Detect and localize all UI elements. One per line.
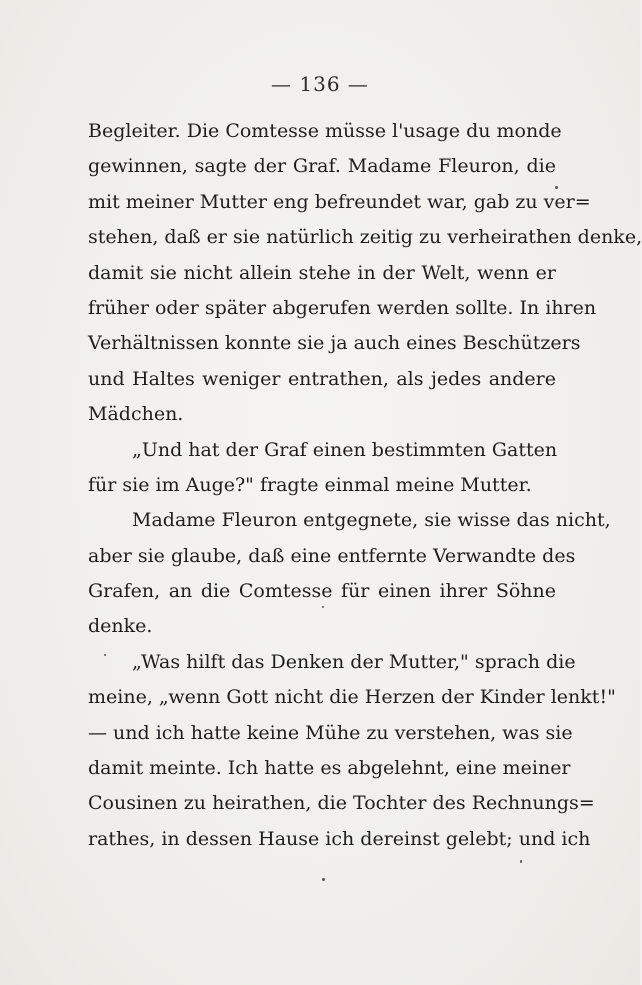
text-line: gewinnen, sagte der Graf. Madame Fleuron, die <box>88 155 556 178</box>
paper-speck <box>555 186 558 189</box>
text-line: meine, „wenn Gott nicht die Herzen der Kinder lenkt!" <box>88 686 616 709</box>
text-line: Grafen, an die Comtesse für einen ihrer Söhne <box>88 580 556 603</box>
text-line: und Haltes weniger entrathen, als jedes andere <box>88 367 556 390</box>
text-line: mit meiner Mutter eng befreundet war, gab zu ver= <box>88 190 591 213</box>
paragraph-start-line: „Was hilft das Denken der Mutter," sprach die <box>132 650 576 673</box>
paragraph-start-line: „Und hat der Graf einen bestimmten Gatten <box>132 438 558 461</box>
page-number: — 136 — <box>271 72 369 96</box>
paper-speck <box>322 606 324 608</box>
text-line: Verhältnissen konnte sie ja auch eines Beschützers <box>88 332 581 355</box>
paper-speck <box>104 654 106 656</box>
body-text <box>88 114 642 857</box>
paper-speck <box>520 860 522 863</box>
text-line: Begleiter. Die Comtesse müsse l'usage du monde <box>88 120 562 142</box>
text-line: Mädchen. <box>88 403 184 426</box>
text-line: damit sie nicht allein stehe in der Welt, wenn er <box>88 261 556 284</box>
text-line: — und ich hatte keine Mühe zu verstehen, was sie <box>88 721 573 744</box>
text-line: damit meinte. Ich hatte es abgelehnt, eine meiner <box>88 757 571 780</box>
text-line: stehen, daß er sie natürlich zeitig zu verheirathen denke, <box>88 226 642 249</box>
paper-speck <box>322 878 325 881</box>
text-line: aber sie glaube, daß eine entfernte Verwandte des <box>88 544 576 567</box>
paragraph-start-line: Madame Fleuron entgegnete, sie wisse das nicht, <box>132 509 611 532</box>
text-line: Cousinen zu heirathen, die Tochter des Rechnungs= <box>88 792 595 815</box>
text-line: rathes, in dessen Hause ich dereinst gelebt; und ich <box>88 827 591 850</box>
text-line: früher oder später abgerufen werden sollte. In ihren <box>88 296 597 319</box>
text-line: denke. <box>88 615 153 638</box>
text-line: für sie im Auge?" fragte einmal meine Mutter. <box>88 473 532 496</box>
